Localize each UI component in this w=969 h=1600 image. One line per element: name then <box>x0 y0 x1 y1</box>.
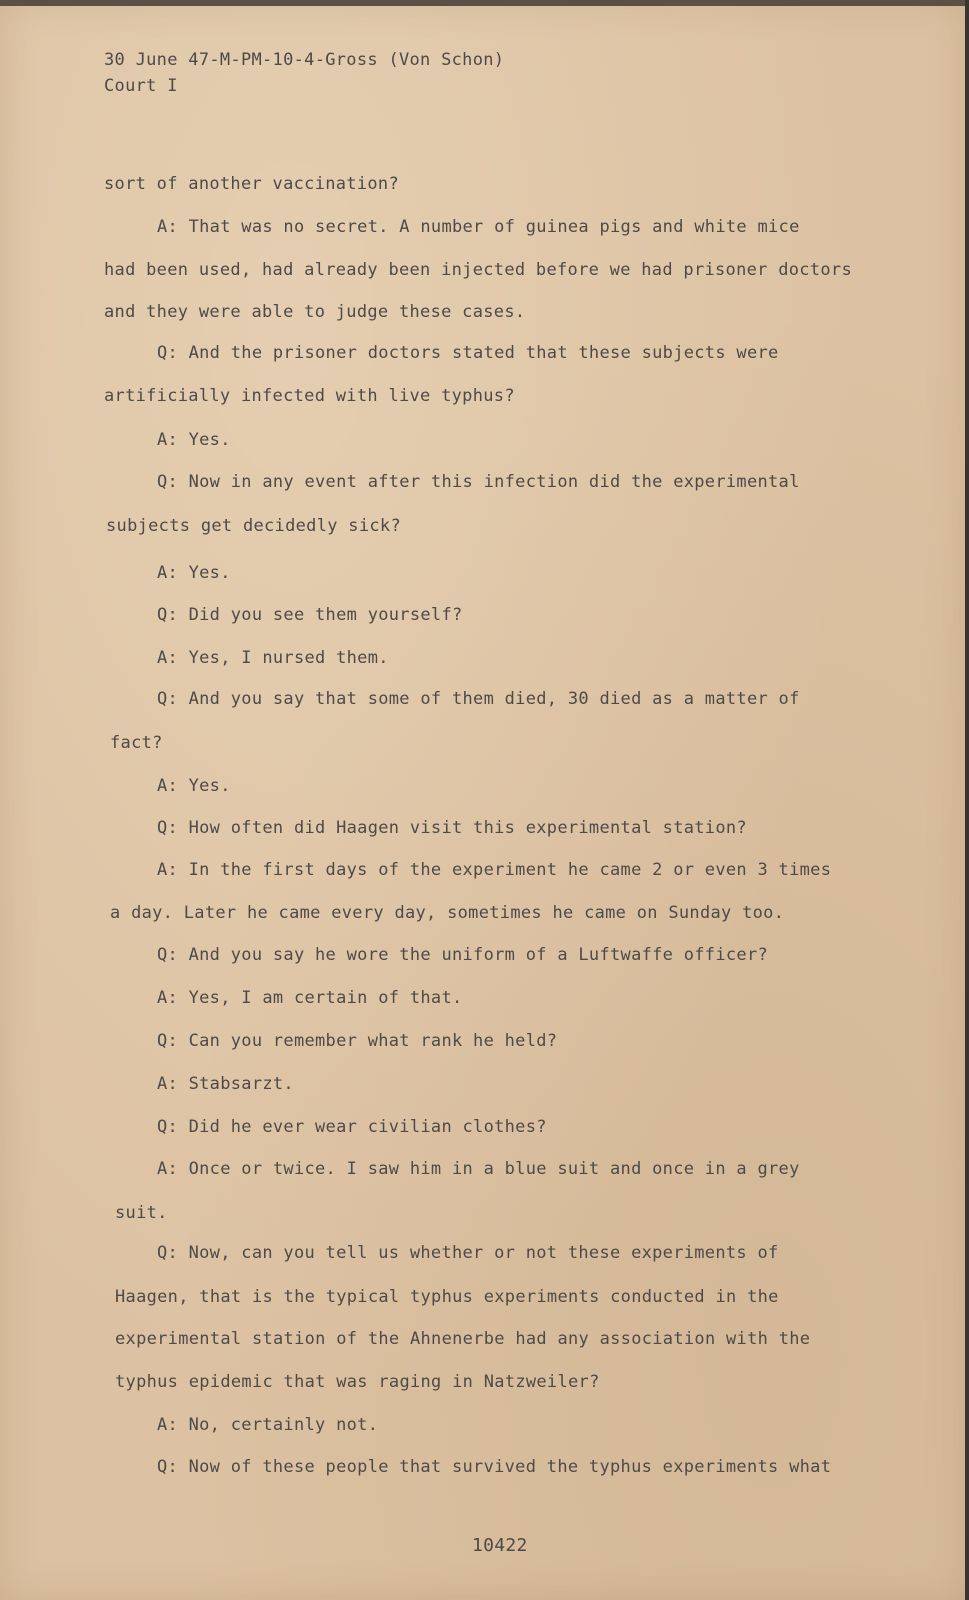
text-line: sort of another vaccination? <box>104 174 399 194</box>
text-line: subjects get decidedly sick? <box>106 516 401 536</box>
text-line: A: That was no secret. A number of guinea pigs and white mice <box>157 217 800 237</box>
text-line: experimental station of the Ahnenerbe had any association with the <box>115 1329 811 1349</box>
text-line: A: Yes, I nursed them. <box>157 648 389 668</box>
text-line: A: In the first days of the experiment he came 2 or even 3 times <box>157 860 832 880</box>
text-line: suit. <box>115 1203 168 1223</box>
text-line: Q: And you say he wore the uniform of a Luftwaffe officer? <box>157 945 769 965</box>
text-line: Q: Did he ever wear civilian clothes? <box>157 1117 547 1137</box>
text-line: fact? <box>110 733 163 753</box>
scan-top-edge <box>0 0 965 6</box>
text-line: Q: How often did Haagen visit this experimental station? <box>157 818 747 838</box>
text-line: Q: Now, can you tell us whether or not these experiments of <box>157 1243 779 1263</box>
text-line: and they were able to judge these cases. <box>104 302 526 322</box>
text-line: Q: Can you remember what rank he held? <box>157 1031 558 1051</box>
text-line: A: Yes, I am certain of that. <box>157 988 463 1008</box>
text-line: Q: Now in any event after this infection did the experimental <box>157 472 800 492</box>
text-line: A: No, certainly not. <box>157 1415 379 1435</box>
text-line: Haagen, that is the typical typhus experiments conducted in the <box>115 1287 779 1307</box>
page-number: 10422 <box>472 1535 528 1556</box>
text-line: Q: And the prisoner doctors stated that these subjects were <box>157 343 779 363</box>
text-line: A: Yes. <box>157 430 231 450</box>
header-line-1: 30 June 47-M-PM-10-4-Gross (Von Schon) <box>104 50 505 70</box>
text-line: A: Once or twice. I saw him in a blue suit and once in a grey <box>157 1159 800 1179</box>
text-line: A: Yes. <box>157 563 231 583</box>
text-line: Q: Now of these people that survived the typhus experiments what <box>157 1457 832 1477</box>
header-line-2: Court I <box>104 76 178 96</box>
scan-right-edge <box>965 0 969 1600</box>
text-line: artificially infected with live typhus? <box>104 386 515 406</box>
text-line: Q: Did you see them yourself? <box>157 605 463 625</box>
text-line: A: Stabsarzt. <box>157 1074 294 1094</box>
text-line: Q: And you say that some of them died, 30 died as a matter of <box>157 689 800 709</box>
text-line: typhus epidemic that was raging in Natzweiler? <box>115 1372 600 1392</box>
text-line: A: Yes. <box>157 776 231 796</box>
text-line: had been used, had already been injected before we had prisoner doctors <box>104 260 852 280</box>
text-line: a day. Later he came every day, sometimes he came on Sunday too. <box>110 903 785 923</box>
